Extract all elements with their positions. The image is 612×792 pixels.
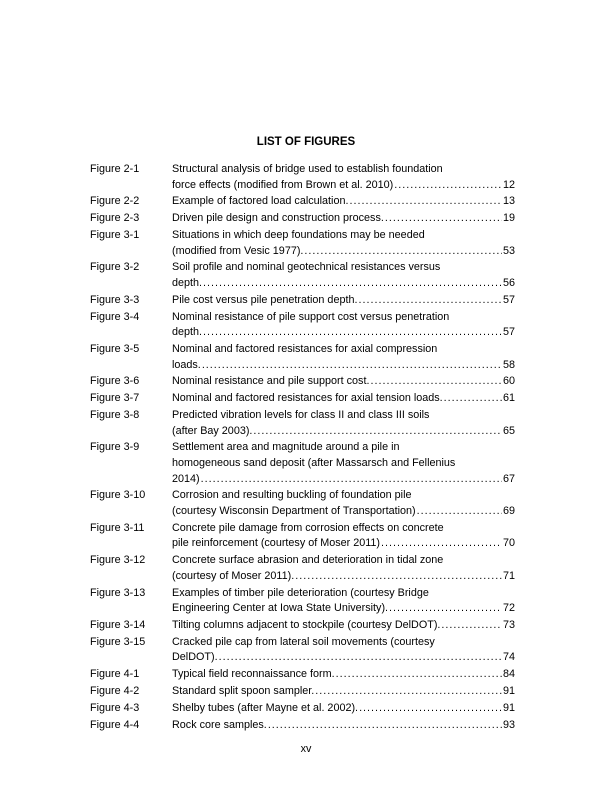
- figure-entry[interactable]: [90, 342, 515, 373]
- figure-label: Figure 4-3: [90, 701, 140, 714]
- dot-leader: [417, 504, 502, 520]
- dot-leader: [349, 194, 502, 210]
- dot-leader: [253, 424, 502, 440]
- page-ref[interactable]: 71: [502, 569, 515, 582]
- figure-caption: [172, 211, 515, 227]
- figure-entry[interactable]: [90, 293, 515, 309]
- caption-text: Pile cost versus pile penetration depth.: [172, 293, 358, 306]
- dot-leader: [381, 536, 502, 552]
- caption-last-line: [172, 194, 515, 210]
- figure-label: Figure 3-5: [90, 343, 140, 355]
- caption-last-line: [172, 618, 515, 634]
- caption-text: 2014): [172, 472, 200, 485]
- figure-entry[interactable]: [90, 635, 515, 666]
- figure-label: Figure 3-4: [90, 310, 140, 323]
- caption-line: Examples of timber pile deterioration (courtesy Bridge: [172, 586, 429, 599]
- caption-line: Predicted vibration levels for class II and class III soils: [172, 409, 430, 421]
- caption-text: depth.: [172, 326, 203, 339]
- page-ref[interactable]: 74: [502, 651, 515, 664]
- caption-text: DelDOT).: [172, 651, 218, 664]
- figure-entry[interactable]: [90, 440, 515, 487]
- caption-last-line: [172, 569, 515, 585]
- caption-last-line: [172, 178, 515, 194]
- figure-caption: [172, 440, 515, 487]
- page-ref[interactable]: 58: [502, 358, 515, 371]
- figure-label: Figure 4-1: [90, 668, 140, 681]
- figure-caption: [172, 194, 515, 210]
- figure-label: Figure 2-3: [90, 212, 140, 225]
- caption-text: force effects (modified from Brown et al. 2010): [172, 178, 394, 191]
- dot-leader: [304, 244, 502, 260]
- caption-line: Nominal and factored resistances for axial compression: [172, 343, 438, 355]
- figure-label: Figure 3-15: [90, 635, 146, 648]
- page-title: LIST OF FIGURES: [256, 136, 356, 148]
- caption-text: Engineering Center at Iowa State University).: [172, 602, 389, 615]
- caption-last-line: [172, 374, 515, 390]
- page-ref[interactable]: 61: [502, 392, 515, 405]
- figure-entry[interactable]: [90, 701, 515, 717]
- figure-entry[interactable]: [90, 260, 515, 291]
- page-number: xv: [300, 743, 312, 755]
- figure-label: Figure 3-2: [90, 261, 140, 274]
- figure-caption: [172, 553, 515, 584]
- figure-caption: [172, 586, 515, 617]
- figure-label: Figure 3-11: [90, 521, 145, 534]
- caption-text: Standard split spoon sampler.: [172, 685, 315, 697]
- page-ref[interactable]: 60: [502, 375, 515, 388]
- caption-text: depth.: [172, 276, 203, 289]
- figure-entry[interactable]: [90, 194, 515, 210]
- caption-text: Nominal resistance and pile support cost.: [172, 375, 370, 388]
- figure-label: Figure 3-7: [90, 392, 140, 405]
- caption-last-line: [172, 391, 515, 407]
- dot-leader: [203, 325, 502, 341]
- caption-last-line: [172, 244, 515, 260]
- caption-text: Driven pile design and construction process.: [172, 212, 384, 225]
- figure-entry[interactable]: [90, 488, 515, 519]
- caption-line: Situations in which deep foundations may be needed: [172, 229, 425, 241]
- figure-label: Figure 2-2: [90, 195, 140, 208]
- figure-caption: [172, 488, 515, 519]
- figure-entry[interactable]: [90, 391, 515, 407]
- dot-leader: [389, 601, 502, 617]
- caption-text: Nominal and factored resistances for axial tension loads.: [172, 392, 443, 405]
- caption-last-line: [172, 276, 515, 292]
- page-ref[interactable]: 12: [502, 178, 515, 191]
- dot-leader: [336, 667, 502, 683]
- page-ref[interactable]: 65: [502, 424, 515, 437]
- figure-caption: [172, 718, 515, 734]
- caption-text: (courtesy Wisconsin Department of Transportation): [172, 504, 416, 517]
- figure-label: Figure 3-3: [90, 293, 140, 306]
- page-ref[interactable]: 93: [502, 718, 515, 731]
- page-ref[interactable]: 13: [502, 195, 515, 208]
- caption-line: Cracked pile cap from lateral soil movements (courtesy: [172, 635, 435, 648]
- figure-entry[interactable]: [90, 553, 515, 584]
- figure-label: Figure 3-1: [90, 229, 140, 241]
- page-ref[interactable]: 69: [502, 504, 515, 517]
- figure-caption: [172, 521, 515, 552]
- figure-label: Figure 3-8: [90, 409, 140, 421]
- caption-line: homogeneous sand deposit (after Massarsch and Fellenius: [172, 456, 456, 469]
- figure-caption: [172, 374, 515, 390]
- caption-last-line: [172, 650, 515, 666]
- caption-last-line: [172, 667, 515, 683]
- figure-entry[interactable]: [90, 586, 515, 617]
- caption-last-line: [172, 718, 515, 734]
- caption-line: Structural analysis of bridge used to establish foundation: [172, 163, 443, 175]
- dot-leader: [370, 374, 502, 390]
- dot-leader: [359, 701, 502, 717]
- figure-caption: [172, 635, 515, 666]
- figure-entry[interactable]: [90, 521, 515, 552]
- figure-entry[interactable]: [90, 310, 515, 341]
- figure-label: Figure 3-12: [90, 554, 146, 567]
- figure-caption: [172, 162, 515, 193]
- page-ref[interactable]: 56: [502, 276, 515, 289]
- figure-caption: [172, 684, 515, 700]
- caption-line: Corrosion and resulting buckling of foundation pile: [172, 489, 412, 502]
- dot-leader: [202, 358, 502, 374]
- figure-caption: [172, 618, 515, 634]
- figure-entry[interactable]: [90, 374, 515, 390]
- caption-text: Tilting columns adjacent to stockpile (courtesy DelDOT).: [172, 619, 441, 631]
- page-ref[interactable]: 91: [502, 701, 515, 714]
- dot-leader: [203, 276, 502, 292]
- caption-last-line: [172, 293, 515, 309]
- caption-last-line: [172, 504, 515, 520]
- caption-text: Example of factored load calculation.: [172, 195, 349, 208]
- page-ref[interactable]: 72: [502, 602, 515, 615]
- dot-leader: [219, 650, 502, 666]
- figure-label: Figure 3-6: [90, 375, 140, 388]
- figure-entry[interactable]: [90, 718, 515, 734]
- figure-entry[interactable]: [90, 684, 515, 700]
- page-ref[interactable]: 53: [502, 244, 515, 257]
- figure-label: Figure 3-9: [90, 441, 140, 454]
- page-ref[interactable]: 57: [502, 326, 515, 339]
- dot-leader: [358, 293, 502, 309]
- caption-last-line: [172, 325, 515, 341]
- figure-entry[interactable]: [90, 211, 515, 227]
- figure-entry[interactable]: [90, 667, 515, 683]
- caption-last-line: [172, 358, 515, 374]
- caption-last-line: [172, 701, 515, 717]
- figure-label: Figure 2-1: [90, 163, 140, 175]
- figure-label: Figure 4-2: [90, 685, 140, 697]
- caption-line: Nominal resistance of pile support cost versus penetration: [172, 310, 450, 323]
- dot-leader: [385, 211, 502, 227]
- figure-label: Figure 3-14: [90, 619, 146, 631]
- caption-text: Shelby tubes (after Mayne et al. 2002).: [172, 701, 359, 714]
- figure-caption: [172, 293, 515, 309]
- caption-last-line: [172, 424, 515, 440]
- caption-text: pile reinforcement (courtesy of Moser 2011): [172, 537, 381, 550]
- figure-caption: [172, 260, 515, 291]
- dot-leader: [441, 618, 502, 634]
- caption-text: Rock core samples.: [172, 718, 267, 731]
- figure-label: Figure 4-4: [90, 718, 140, 731]
- figure-label: Figure 3-10: [90, 489, 146, 502]
- figure-caption: [172, 310, 515, 341]
- dot-leader: [268, 718, 502, 734]
- caption-last-line: [172, 684, 515, 700]
- caption-last-line: [172, 536, 515, 552]
- figure-caption: [172, 342, 515, 373]
- figure-entry[interactable]: [90, 618, 515, 634]
- dot-leader: [295, 569, 502, 585]
- page-ref[interactable]: 70: [502, 537, 515, 550]
- page-ref[interactable]: 67: [502, 472, 515, 485]
- figure-caption: [172, 228, 515, 259]
- caption-last-line: [172, 601, 515, 617]
- figure-caption: [172, 408, 515, 439]
- figure-label: Figure 3-13: [90, 586, 146, 599]
- figure-entry[interactable]: [90, 228, 515, 259]
- caption-line: Concrete surface abrasion and deterioration in tidal zone: [172, 554, 444, 567]
- figure-entry[interactable]: [90, 162, 515, 193]
- caption-text: Typical field reconnaissance form.: [172, 668, 335, 681]
- figure-caption: [172, 391, 515, 407]
- caption-line: Concrete pile damage from corrosion effects on concrete: [172, 521, 444, 534]
- caption-text: loads.: [172, 358, 201, 371]
- caption-last-line: [172, 211, 515, 227]
- caption-last-line: [172, 472, 515, 488]
- figure-caption: [172, 667, 515, 683]
- caption-line: Soil profile and nominal geotechnical resistances versus: [172, 261, 441, 274]
- page-ref[interactable]: 91: [502, 685, 515, 697]
- caption-line: Settlement area and magnitude around a pile in: [172, 441, 400, 454]
- dot-leader: [394, 178, 502, 194]
- figure-caption: [172, 701, 515, 717]
- caption-text: (modified from Vesic 1977).: [172, 244, 304, 257]
- dot-leader: [444, 391, 502, 407]
- caption-text: (after Bay 2003).: [172, 424, 253, 437]
- page-ref[interactable]: 73: [502, 619, 515, 631]
- dot-leader: [315, 684, 502, 700]
- figure-entry[interactable]: [90, 408, 515, 439]
- page-ref[interactable]: 57: [502, 293, 515, 306]
- caption-text: (courtesy of Moser 2011).: [172, 569, 295, 582]
- dot-leader: [201, 472, 502, 488]
- page-ref[interactable]: 84: [502, 668, 515, 681]
- page-ref[interactable]: 19: [502, 212, 515, 225]
